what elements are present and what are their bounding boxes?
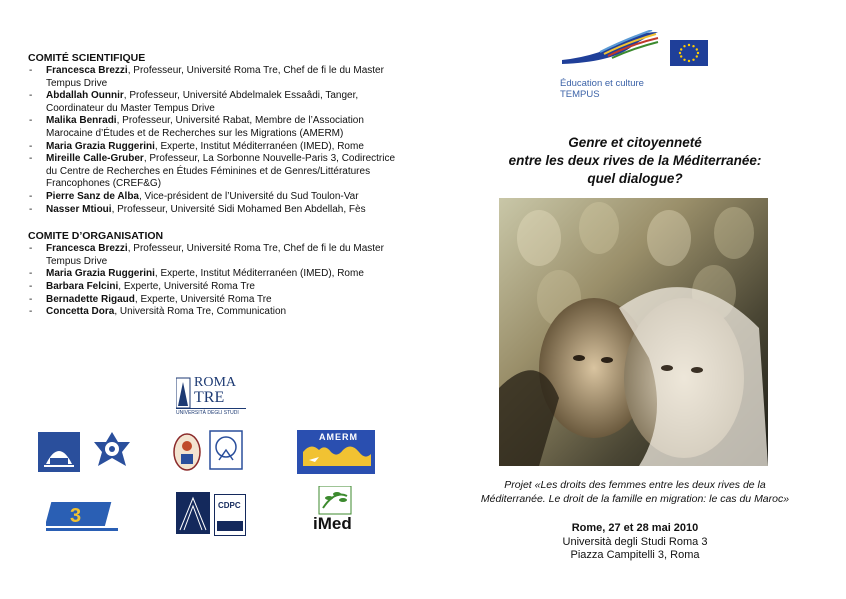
list-item: - Concetta Dora, Università Roma Tre, Communication (28, 306, 408, 319)
comite-organisation-list (28, 243, 408, 319)
list-item: - Pierre Sanz de Alba, Vice-président de l’Université du Sud Toulon-Var (28, 191, 408, 204)
list-item: - Francesca Brezzi, Professeur, Université Roma Tre, Chef de fi le du Master Tempus Drive (28, 65, 408, 90)
arabic-university-logo (172, 432, 202, 472)
comite-scientifique-title: COMITÉ SCIENTIFIQUE (28, 52, 146, 64)
list-item: - Francesca Brezzi, Professeur, Université Roma Tre, Chef de fi le du Master Tempus Drive (28, 243, 408, 268)
list-item: - Mireille Calle-Gruber, Professeur, La Sorbonne Nouvelle-Paris 3, Codirectrice du Centre de Recherches en Études Féminines et de Genres/Littératures Francophones (CREF&G) (28, 153, 408, 191)
cover-photo (499, 198, 768, 466)
fes-university-logo (209, 430, 243, 470)
list-item: - Malika Benradi, Professeur, Université Rabat, Membre de l’Association Marocaine d’Études et de Recherches sur les Migrations (AMERM) (28, 115, 408, 140)
eu-flag-icon (670, 40, 708, 66)
event-address: Piazza Campitelli 3, Roma (570, 549, 700, 561)
event-date-venue (470, 522, 800, 563)
list-item: - Maria Grazia Ruggerini, Experte, Institut Méditerranéen (IMED), Rome (28, 141, 408, 154)
cdpc-logo: CDPC (214, 494, 246, 536)
list-item: - Maria Grazia Ruggerini, Experte, Institut Méditerranéen (IMED), Rome (28, 268, 408, 281)
left-column (28, 52, 408, 319)
sorbonne-nouvelle-logo (46, 492, 118, 534)
amerm-logo: AMERM (297, 430, 375, 474)
comite-organisation-title: COMITE D’ORGANISATION (28, 230, 164, 243)
list-item: - Barbara Felcini, Experte, Université Roma Tre (28, 281, 408, 294)
star-emblem-logo (92, 430, 132, 470)
list-item: - Abdallah Ounnir, Professeur, Université Abdelmalek Essaâdi, Tanger, Coordinateur du Master Tempus Drive (28, 90, 408, 115)
university-seal-logo (38, 432, 80, 472)
svg-text:3: 3 (70, 505, 82, 527)
fes-faculty-logo (176, 492, 210, 534)
event-date: Rome, 27 et 28 mai 2010 (571, 522, 699, 534)
list-item: - Bernadette Rigaud, Experte, Université Roma Tre (28, 294, 408, 307)
event-venue: Università degli Studi Roma 3 (562, 535, 708, 548)
roma-tre-logo: ROMA TRE UNIVERSITÀ DEGLI STUDI (176, 376, 246, 412)
comite-scientifique-list (28, 65, 408, 216)
event-title: Genre et citoyenneté entre les deux rives de la Méditerranée: quel dialogue? (508, 135, 762, 186)
project-description: Projet «Les droits des femmes entre les deux rives de la Méditerranée. Le droit de la famille en migration: le cas du Maroc» (480, 479, 790, 505)
eu-caption: Éducation et culture TEMPUS (560, 78, 644, 100)
imed-logo: iMed (309, 486, 361, 534)
list-item: - Nasser Mtioui, Professeur, Université Sidi Mohamed Ben Abdellah, Fès (28, 204, 408, 217)
tempus-swoosh-logo (560, 30, 660, 70)
